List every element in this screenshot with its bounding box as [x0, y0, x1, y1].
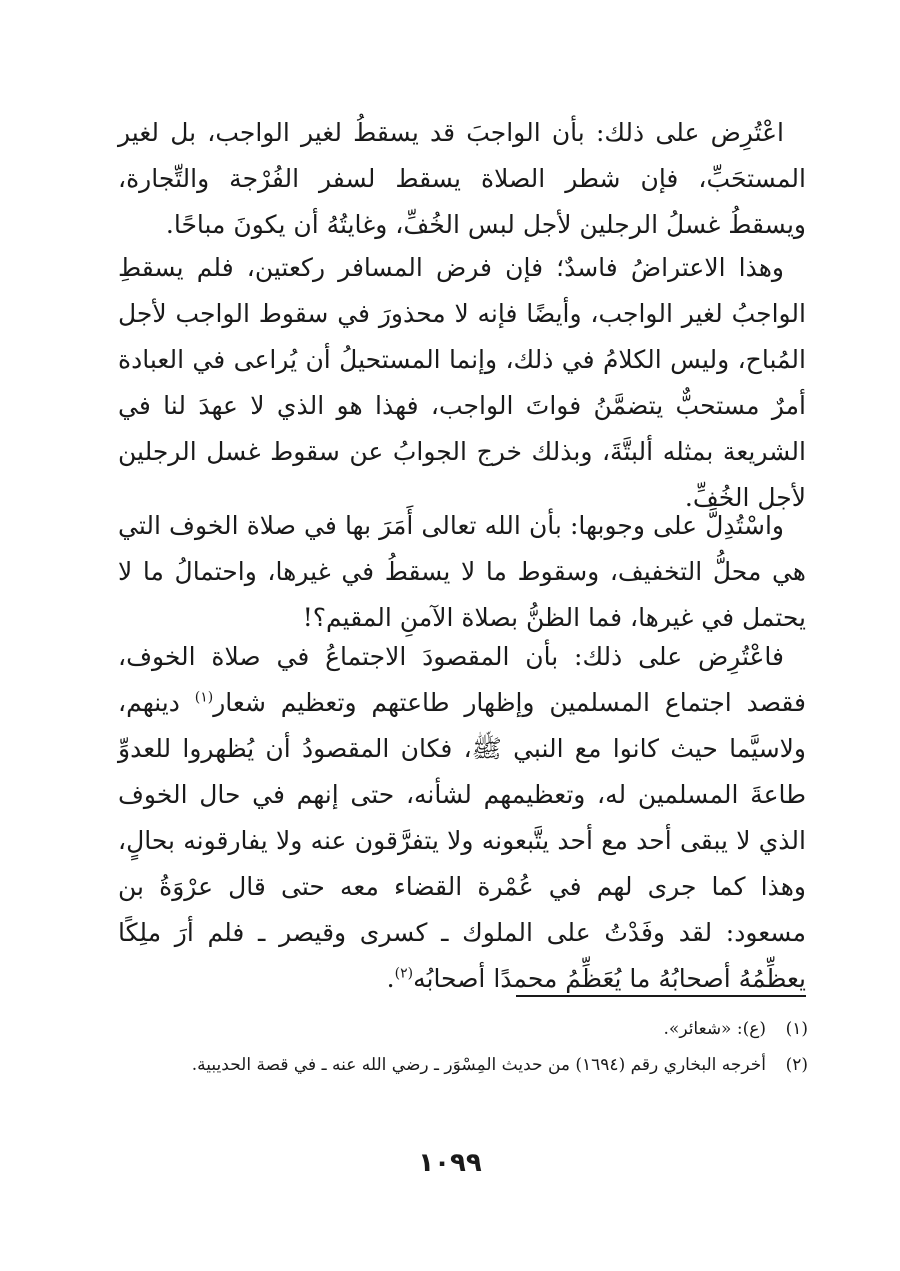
paragraph-refutation: وهذا الاعتراضُ فاسدٌ؛ فإن فرض المسافر ركعتين، فلم يسقطِ الواجبُ لغير الواجب، وأيضًا فإنه لا محذورَ في سقوط الواجب لأجل المُباح، وليس الكلامُ في ذلك، وإنما المستحيلُ أن يُراعى في العبادة أمرٌ مستحبٌّ يتضمَّنُ فواتَ الواجب، فهذا هو الذي لا عهدَ لنا في الشريعة بمثله ألبتَّةَ، وبذلك خرج الجوابُ عن سقوط غسل الرجلين لأجل الخُفِّ. [118, 253, 806, 512]
page-number: ١٠٩٩ [418, 1148, 482, 1178]
footnotes [118, 1014, 808, 1086]
footnote-1 [118, 1014, 808, 1044]
footnote-ref-2: (٢) [394, 965, 414, 982]
paragraph-second-objection [118, 634, 806, 1002]
footnote-divider [516, 995, 806, 997]
footnote-ref-1: (١) [194, 689, 214, 706]
paragraph-text-part: . [386, 964, 395, 993]
paragraph-evidence: واسْتُدِلَّ على وجوبها: بأن الله تعالى أَمَرَ بها في صلاة الخوف التي هي محلُّ التخفيف، وسقوط ما لا يسقطُ في غيرها، واحتمالُ ما لا يحتمل في غيرها، فما الظنُّ بصلاة الآمنِ المقيم؟! [118, 511, 806, 632]
paragraph-text-part: دينهم، ولاسيَّما حيث كانوا مع النبي ﷺ، فكان المقصودُ أن يُظهروا للعدوِّ طاعةَ المسلمين له، وتعظيمهم لشأنه، حتى إنهم في حال الخوف الذي لا يبقى أحد مع أحد يتَّبعونه ولا يتفرَّقون عنه ولا يفارقونه بحالٍ، وهذا كما جرى لهم في عُمْرة القضاء معه حتى قال عرْوَةُ بن مسعود: لقد وفَدْتُ على الملوك ـ كسرى وقيصر ـ فلم أرَ ملِكًا يعظِّمُهُ أصحابُهُ ما يُعَظِّمُ محمدًا أصحابُه [118, 688, 806, 993]
footnote-text: أخرجه البخاري رقم (١٦٩٤) من حديث المِسْوَر ـ رضي الله عنه ـ في قصة الحديبية. [191, 1055, 766, 1075]
paragraph-text-part: فاعْتُرِض على ذلك: بأن المقصودَ الاجتماعُ في صلاة الخوف، فقصد اجتماع المسلمين وإظهار طاعتهم وتعظيم شعار [118, 642, 806, 717]
footnote-text: (ع): «شعائر». [663, 1019, 766, 1039]
footnote-number: (٢) [785, 1055, 808, 1075]
paragraph-objection: اعْتُرِض على ذلك: بأن الواجبَ قد يسقطُ لغير الواجب، بل لغير المستحَبِّ، فإن شطر الصلاة يسقط لسفر الفُرْجة والتِّجارة، ويسقطُ غسلُ الرجلين لأجل لبس الخُفِّ، وغايتُهُ أن يكونَ مباحًا. [118, 118, 806, 239]
footnote-number: (١) [785, 1019, 808, 1039]
footnote-2 [118, 1050, 808, 1080]
